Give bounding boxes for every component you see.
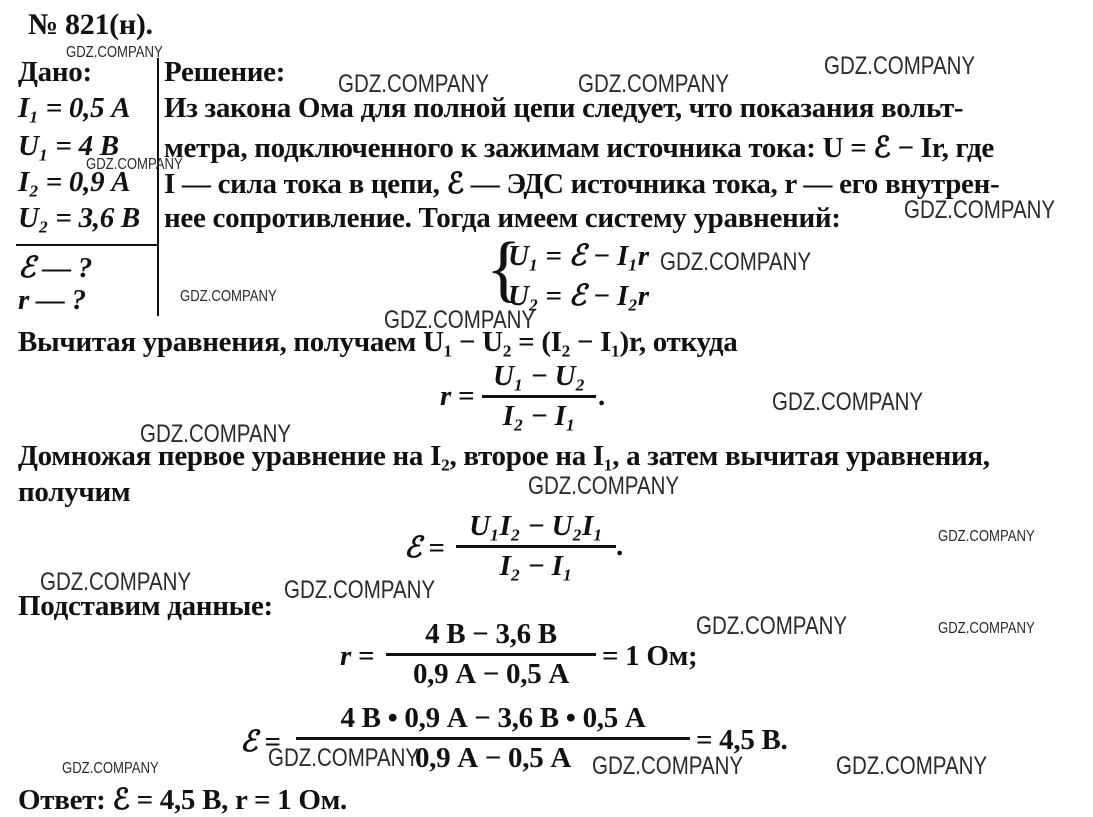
solution-para-line-4: нее сопротивление. Тогда имеем систему уравнений: [164, 202, 841, 234]
emf-formula-bar [456, 545, 616, 548]
r-calc-lhs: r = [340, 640, 375, 672]
r-formula-bar [482, 395, 596, 398]
emf-formula-fraction [456, 510, 616, 583]
watermark: GDZ.COMPANY [660, 248, 812, 276]
solution-para-line-1: Из закона Ома для полной цепи следует, что показания вольт- [164, 92, 964, 124]
r-formula-numerator: U₁ − U₂ [492, 360, 586, 392]
multiply-line-1: Домножая первое уравнение на I₂, второе на I₁, а затем вычитая уравнения, [18, 440, 990, 472]
watermark: GDZ.COMPANY [938, 620, 1035, 637]
emf-formula-denominator: I₂ − I₁ [499, 550, 573, 582]
solution-label: Решение: [164, 56, 286, 88]
r-formula-fraction [482, 360, 596, 433]
substitute-line: Подставим данные: [18, 590, 273, 622]
subtract-line: Вычитая уравнения, получаем U₁ − U₂ = (I₂ − I₁)r, откуда [18, 326, 738, 358]
given-item-u2: U₂ = 3,6 В [18, 202, 140, 234]
watermark: GDZ.COMPANY [338, 70, 490, 98]
given-item-i1: I₁ = 0,5 А [18, 92, 131, 124]
emf-calc-lhs: ℰ = [240, 726, 281, 758]
watermark: GDZ.COMPANY [40, 568, 192, 596]
watermark: GDZ.COMPANY [836, 752, 988, 780]
watermark: GDZ.COMPANY [86, 156, 183, 173]
r-calc-denominator: 0,9 А − 0,5 А [412, 658, 569, 690]
watermark: GDZ.COMPANY [824, 52, 976, 80]
r-calc-fraction [386, 618, 596, 691]
given-item-u1: U₁ = 4 В [18, 130, 119, 162]
watermark: GDZ.COMPANY [140, 420, 292, 448]
r-calc-bar [386, 653, 596, 656]
emf-formula-lhs: ℰ = [404, 532, 445, 564]
system-brace: { [486, 228, 522, 310]
watermark: GDZ.COMPANY [268, 744, 420, 772]
watermark: GDZ.COMPANY [904, 196, 1056, 224]
watermark: GDZ.COMPANY [592, 752, 744, 780]
r-formula-lhs: r = [440, 380, 475, 412]
unknown-r: r — ? [18, 284, 86, 316]
watermark: GDZ.COMPANY [938, 528, 1035, 545]
r-calc-numerator: 4 В − 3,6 В [425, 618, 557, 650]
watermark: GDZ.COMPANY [528, 472, 680, 500]
watermark: GDZ.COMPANY [180, 288, 277, 305]
watermark: GDZ.COMPANY [772, 388, 924, 416]
emf-formula-numerator: U₁I₂ − U₂I₁ [469, 510, 603, 542]
watermark: GDZ.COMPANY [384, 306, 536, 334]
watermark: GDZ.COMPANY [696, 612, 848, 640]
emf-calc-numerator: 4 В • 0,9 А − 3,6 В • 0,5 А [340, 702, 646, 734]
watermark: GDZ.COMPANY [62, 760, 159, 777]
emf-formula-tail: . [616, 530, 623, 562]
unknown-emf: ℰ — ? [18, 252, 93, 284]
given-vertical-rule [157, 58, 159, 316]
system-eq-1: U₁ = ℰ − I₁r [508, 240, 649, 272]
watermark: GDZ.COMPANY [66, 44, 163, 61]
r-formula-tail: . [598, 380, 605, 412]
emf-calc-denominator: 0,9 А − 0,5 А [414, 742, 571, 774]
solution-para-line-3: I — сила тока в цепи, ℰ — ЭДС источника тока, r — его внутрен- [164, 168, 1000, 200]
multiply-line-2: получим [18, 476, 131, 508]
problem-number: № 821(н). [28, 8, 153, 41]
r-calc-tail: = 1 Ом; [602, 640, 698, 672]
answer-line: Ответ: ℰ = 4,5 В, r = 1 Ом. [18, 784, 347, 816]
given-item-i2: I₂ = 0,9 А [18, 166, 131, 198]
given-divider [16, 244, 158, 246]
emf-calc-bar [296, 737, 690, 740]
given-label: Дано: [18, 56, 92, 88]
watermark: GDZ.COMPANY [578, 70, 730, 98]
solution-para-line-2: метра, подключенного к зажимам источника тока: U = ℰ − Ir, где [164, 132, 994, 164]
emf-calc-tail: = 4,5 В. [696, 724, 788, 756]
r-formula-denominator: I₂ − I₁ [502, 400, 576, 432]
system-eq-2: U₂ = ℰ − I₂r [508, 280, 649, 312]
watermark: GDZ.COMPANY [284, 576, 436, 604]
